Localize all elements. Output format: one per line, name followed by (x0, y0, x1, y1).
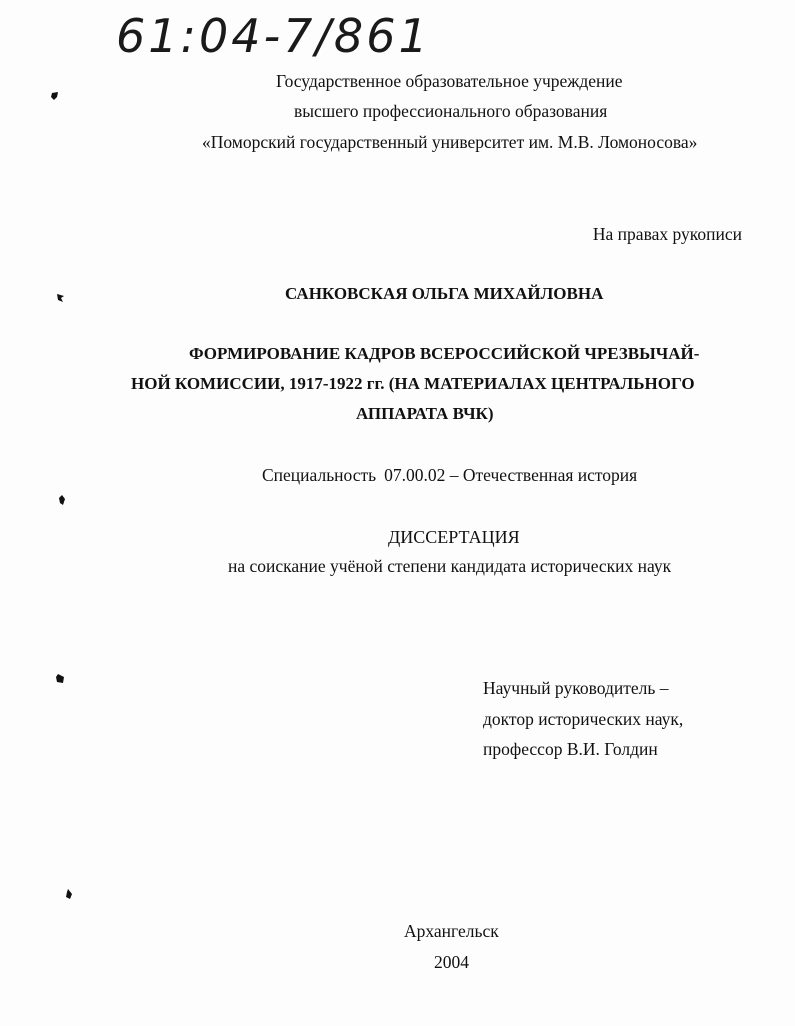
advisor-line-2: доктор исторических наук, (483, 709, 684, 729)
rights-note: На правах рукописи (592, 224, 742, 244)
city: Архангельск (404, 921, 499, 941)
scan-hole-mark-icon (57, 494, 67, 506)
scan-hole-mark-icon (56, 292, 66, 304)
year: 2004 (434, 952, 469, 972)
document-type: ДИССЕРТАЦИЯ (388, 527, 520, 547)
specialty-value: 07.00.02 – Отечественная история (384, 465, 638, 485)
scan-hole-mark-icon (50, 90, 60, 102)
institution-line-2: высшего профессионального образования (294, 101, 608, 121)
specialty-label: Специальность (262, 465, 377, 485)
handwritten-archive-number (112, 2, 492, 62)
institution-line-1: Государственное образовательное учреждение (276, 71, 623, 91)
dissertation-title-line-1: ФОРМИРОВАНИЕ КАДРОВ ВСЕРОССИЙСКОЙ ЧРЕЗВЫЧАЙ- (189, 344, 700, 363)
advisor-line-1: Научный руководитель – (483, 678, 669, 698)
scan-hole-mark-icon (64, 888, 74, 900)
scan-hole-mark-icon (55, 673, 65, 685)
dissertation-title-line-3: АППАРАТА ВЧК) (356, 404, 494, 423)
degree-statement: на соискание учёной степени кандидата исторических наук (228, 556, 672, 576)
dissertation-title-line-2: НОЙ КОМИССИИ, 1917-1922 гг. (НА МАТЕРИАЛАХ ЦЕНТРАЛЬНОГО (131, 374, 695, 393)
specialty (0, 464, 795, 486)
advisor-line-3: профессор В.И. Голдин (483, 739, 658, 759)
handwritten-number-text: 61:04-7/861 (116, 9, 431, 62)
institution-line-3: «Поморский государственный университет им. М.В. Ломоносова» (202, 132, 698, 152)
author-name: САНКОВСКАЯ ОЛЬГА МИХАЙЛОВНА (285, 284, 604, 303)
